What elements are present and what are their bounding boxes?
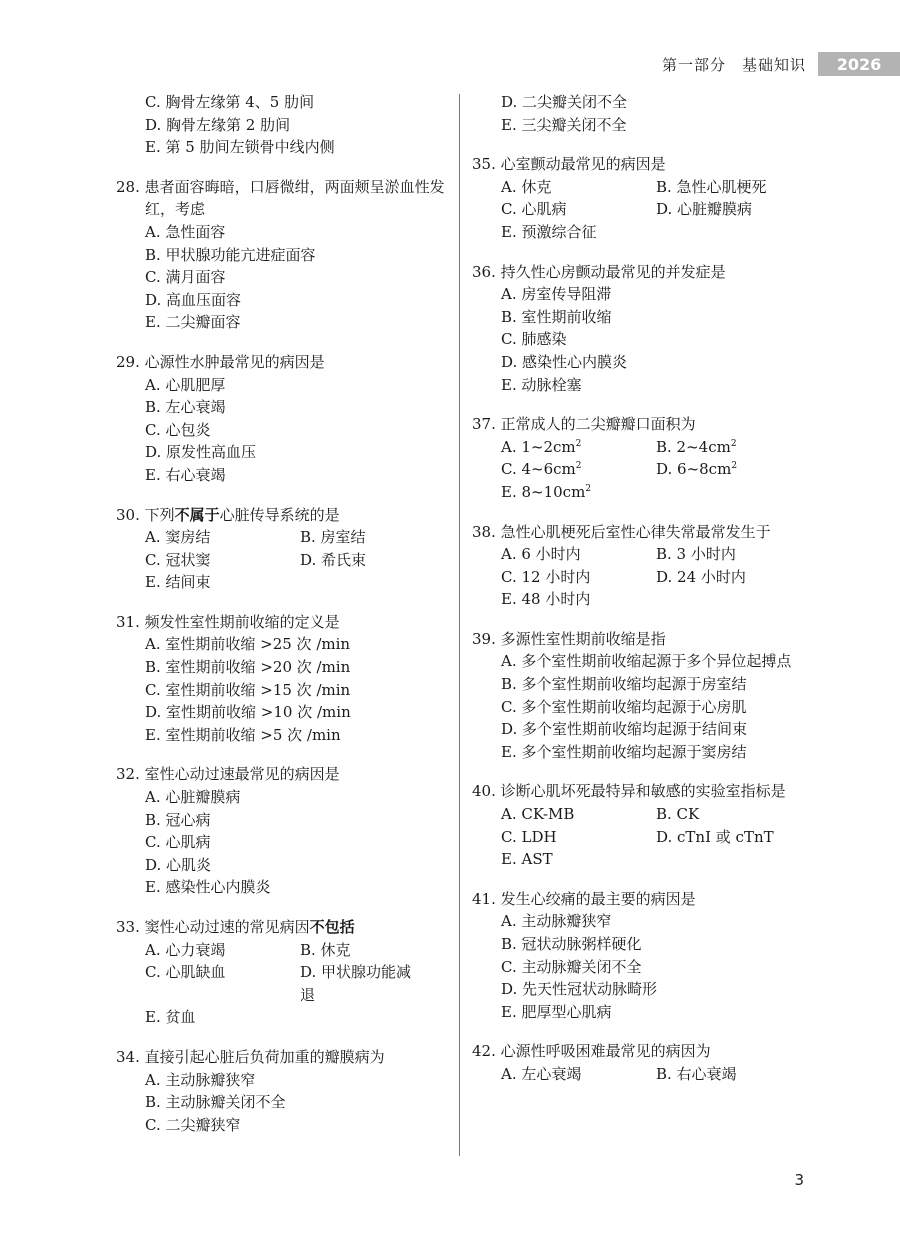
option: A. 休克 bbox=[501, 177, 552, 196]
option: C. 多个室性期前收缩均起源于心房肌 bbox=[501, 697, 747, 716]
question-33 bbox=[116, 916, 452, 1029]
option: B. CK bbox=[656, 805, 700, 824]
question-34-continued bbox=[472, 91, 822, 136]
right-column bbox=[472, 91, 822, 1103]
option: E. 动脉栓塞 bbox=[501, 375, 582, 394]
question-stem: 29. 心源性水肿最常见的病因是 bbox=[116, 352, 325, 371]
option: E. 三尖瓣关闭不全 bbox=[501, 115, 627, 134]
option: C. 满月面容 bbox=[145, 268, 226, 287]
column-divider bbox=[459, 94, 460, 1156]
option: D. 心肌炎 bbox=[145, 855, 212, 874]
option: D. 室性期前收缩 >10 次 /min bbox=[145, 703, 351, 722]
option: E. 预激综合征 bbox=[501, 222, 597, 241]
question-stem: 34. 直接引起心脏后负荷加重的瓣膜病为 bbox=[116, 1047, 385, 1066]
option: B. 室性期前收缩 bbox=[501, 307, 612, 326]
option: B. 主动脉瓣关闭不全 bbox=[145, 1093, 286, 1112]
question-29 bbox=[116, 351, 452, 487]
option: C. 二尖瓣狭窄 bbox=[145, 1115, 241, 1134]
question-stem: 40. 诊断心肌坏死最特异和敏感的实验室指标是 bbox=[472, 782, 786, 801]
question-42 bbox=[472, 1040, 822, 1085]
option: A. 左心衰竭 bbox=[501, 1064, 582, 1083]
option: A. $1\sim 2cm^2$ bbox=[501, 437, 582, 456]
option: B. 3 小时内 bbox=[656, 545, 736, 564]
option: A. 心力衰竭 bbox=[145, 940, 226, 959]
option: C. 胸骨左缘第 4、5 肋间 bbox=[145, 93, 315, 111]
option: E. $8\sim 10cm^2$ bbox=[501, 482, 592, 501]
option: E. 右心衰竭 bbox=[145, 465, 226, 484]
question-stem: 36. 持久性心房颤动最常见的并发症是 bbox=[472, 262, 726, 281]
option: B. 左心衰竭 bbox=[145, 398, 226, 417]
year-badge: 2026 bbox=[818, 52, 900, 76]
question-35 bbox=[472, 153, 822, 243]
option: B. 房室结 bbox=[300, 528, 366, 547]
question-stem: 33. 窦性心动过速的常见病因不包括 bbox=[116, 918, 355, 936]
question-31 bbox=[116, 611, 452, 747]
option: B. 右心衰竭 bbox=[656, 1064, 737, 1083]
option: B. 甲状腺功能亢进症面容 bbox=[145, 245, 316, 264]
option: B. 休克 bbox=[300, 940, 351, 959]
option: C. 心肌病 bbox=[145, 833, 211, 852]
question-39 bbox=[472, 628, 822, 764]
question-stem: 35. 心室颤动最常见的病因是 bbox=[472, 155, 666, 174]
question-stem: 42. 心源性呼吸困难最常见的病因为 bbox=[472, 1042, 711, 1061]
question-37 bbox=[472, 413, 822, 503]
question-stem: 38. 急性心肌梗死后室性心律失常最常发生于 bbox=[472, 522, 771, 541]
question-stem: 41. 发生心绞痛的最主要的病因是 bbox=[472, 889, 696, 908]
question-36 bbox=[472, 261, 822, 397]
option: C. LDH bbox=[501, 827, 557, 846]
option: E. 48 小时内 bbox=[501, 590, 591, 609]
option: C. 心肌缺血 bbox=[145, 963, 226, 982]
option: D. 胸骨左缘第 2 肋间 bbox=[145, 115, 291, 134]
question-stem: 39. 多源性室性期前收缩是指 bbox=[472, 629, 666, 648]
option: D. 心脏瓣膜病 bbox=[656, 200, 753, 219]
option: C. 12 小时内 bbox=[501, 567, 591, 586]
option: A. 窦房结 bbox=[145, 528, 211, 547]
option: E. AST bbox=[501, 850, 553, 869]
question-34 bbox=[116, 1046, 452, 1136]
option: A. 房室传导阻滞 bbox=[501, 285, 612, 304]
question-38 bbox=[472, 521, 822, 611]
option: E. 感染性心内膜炎 bbox=[145, 878, 271, 897]
option: A. 心脏瓣膜病 bbox=[145, 788, 241, 807]
option: B. 急性心肌梗死 bbox=[656, 177, 767, 196]
question-stem: 31. 频发性室性期前收缩的定义是 bbox=[116, 612, 340, 631]
option: B. 多个室性期前收缩均起源于房室结 bbox=[501, 675, 747, 694]
option: A. 主动脉瓣狭窄 bbox=[501, 912, 612, 931]
page-number: 3 bbox=[794, 1171, 804, 1189]
question-28 bbox=[116, 176, 452, 334]
option: D. 先天性冠状动脉畸形 bbox=[501, 980, 658, 999]
option: A. CK-MB bbox=[501, 805, 575, 824]
option: C. 室性期前收缩 >15 次 /min bbox=[145, 680, 351, 699]
left-column bbox=[116, 91, 452, 1153]
option: B. $2\sim 4cm^2$ bbox=[656, 437, 737, 456]
question-stem: 37. 正常成人的二尖瓣瓣口面积为 bbox=[472, 415, 696, 434]
option: A. 6 小时内 bbox=[501, 545, 581, 564]
option: D. $6\sim 8cm^2$ bbox=[656, 460, 738, 479]
question-stem: 32. 室性心动过速最常见的病因是 bbox=[116, 765, 340, 784]
option: C. 冠状窦 bbox=[145, 550, 211, 569]
option: C. 肺感染 bbox=[501, 330, 567, 349]
emphasis: 不属于 bbox=[174, 505, 220, 524]
option: A. 急性面容 bbox=[145, 222, 226, 241]
option: D. 多个室性期前收缩均起源于结间束 bbox=[501, 720, 748, 739]
option: E. 贫血 bbox=[145, 1008, 196, 1027]
option: D. 24 小时内 bbox=[656, 567, 746, 586]
section-title: 第一部分 基础知识 bbox=[661, 55, 806, 74]
running-header bbox=[662, 50, 900, 78]
option: E. 二尖瓣面容 bbox=[145, 313, 241, 332]
option: D. 希氏束 bbox=[300, 550, 367, 569]
option: E. 第 5 肋间左锁骨中线内侧 bbox=[145, 138, 335, 157]
question-stem: 30. 下列不属于心脏传导系统的是 bbox=[116, 505, 340, 524]
option: D. 甲状腺功能减退 bbox=[300, 963, 412, 1004]
option: D. 高血压面容 bbox=[145, 290, 242, 309]
option: C. 心包炎 bbox=[145, 420, 211, 439]
option: A. 心肌肥厚 bbox=[145, 375, 226, 394]
option: D. 原发性高血压 bbox=[145, 443, 257, 462]
option: E. 室性期前收缩 >5 次 /min bbox=[145, 725, 341, 744]
option: E. 结间束 bbox=[145, 573, 211, 592]
option: D. cTnI 或 cTnT bbox=[656, 827, 774, 846]
option: C. 主动脉瓣关闭不全 bbox=[501, 957, 642, 976]
question-stem: 28. 患者面容晦暗，口唇微绀，两面颊呈淤血性发红，考虑 bbox=[116, 177, 445, 219]
option: E. 肥厚型心肌病 bbox=[501, 1002, 612, 1021]
question-41 bbox=[472, 888, 822, 1024]
option: C. 心肌病 bbox=[501, 200, 567, 219]
question-27-continued bbox=[116, 91, 452, 159]
option: C. $4\sim 6cm^2$ bbox=[501, 460, 582, 479]
option: D. 感染性心内膜炎 bbox=[501, 352, 628, 371]
option: E. 多个室性期前收缩均起源于窦房结 bbox=[501, 742, 747, 761]
option: A. 多个室性期前收缩起源于多个异位起搏点 bbox=[501, 652, 792, 671]
question-32 bbox=[116, 763, 452, 899]
option: B. 室性期前收缩 >20 次 /min bbox=[145, 658, 351, 677]
option: B. 冠心病 bbox=[145, 810, 211, 829]
emphasis: 不包括 bbox=[309, 918, 355, 936]
question-30 bbox=[116, 504, 452, 594]
option: A. 室性期前收缩 >25 次 /min bbox=[145, 635, 351, 654]
option: D. 二尖瓣关闭不全 bbox=[501, 93, 628, 111]
option: A. 主动脉瓣狭窄 bbox=[145, 1070, 256, 1089]
question-40 bbox=[472, 780, 822, 870]
option: B. 冠状动脉粥样硬化 bbox=[501, 935, 642, 953]
